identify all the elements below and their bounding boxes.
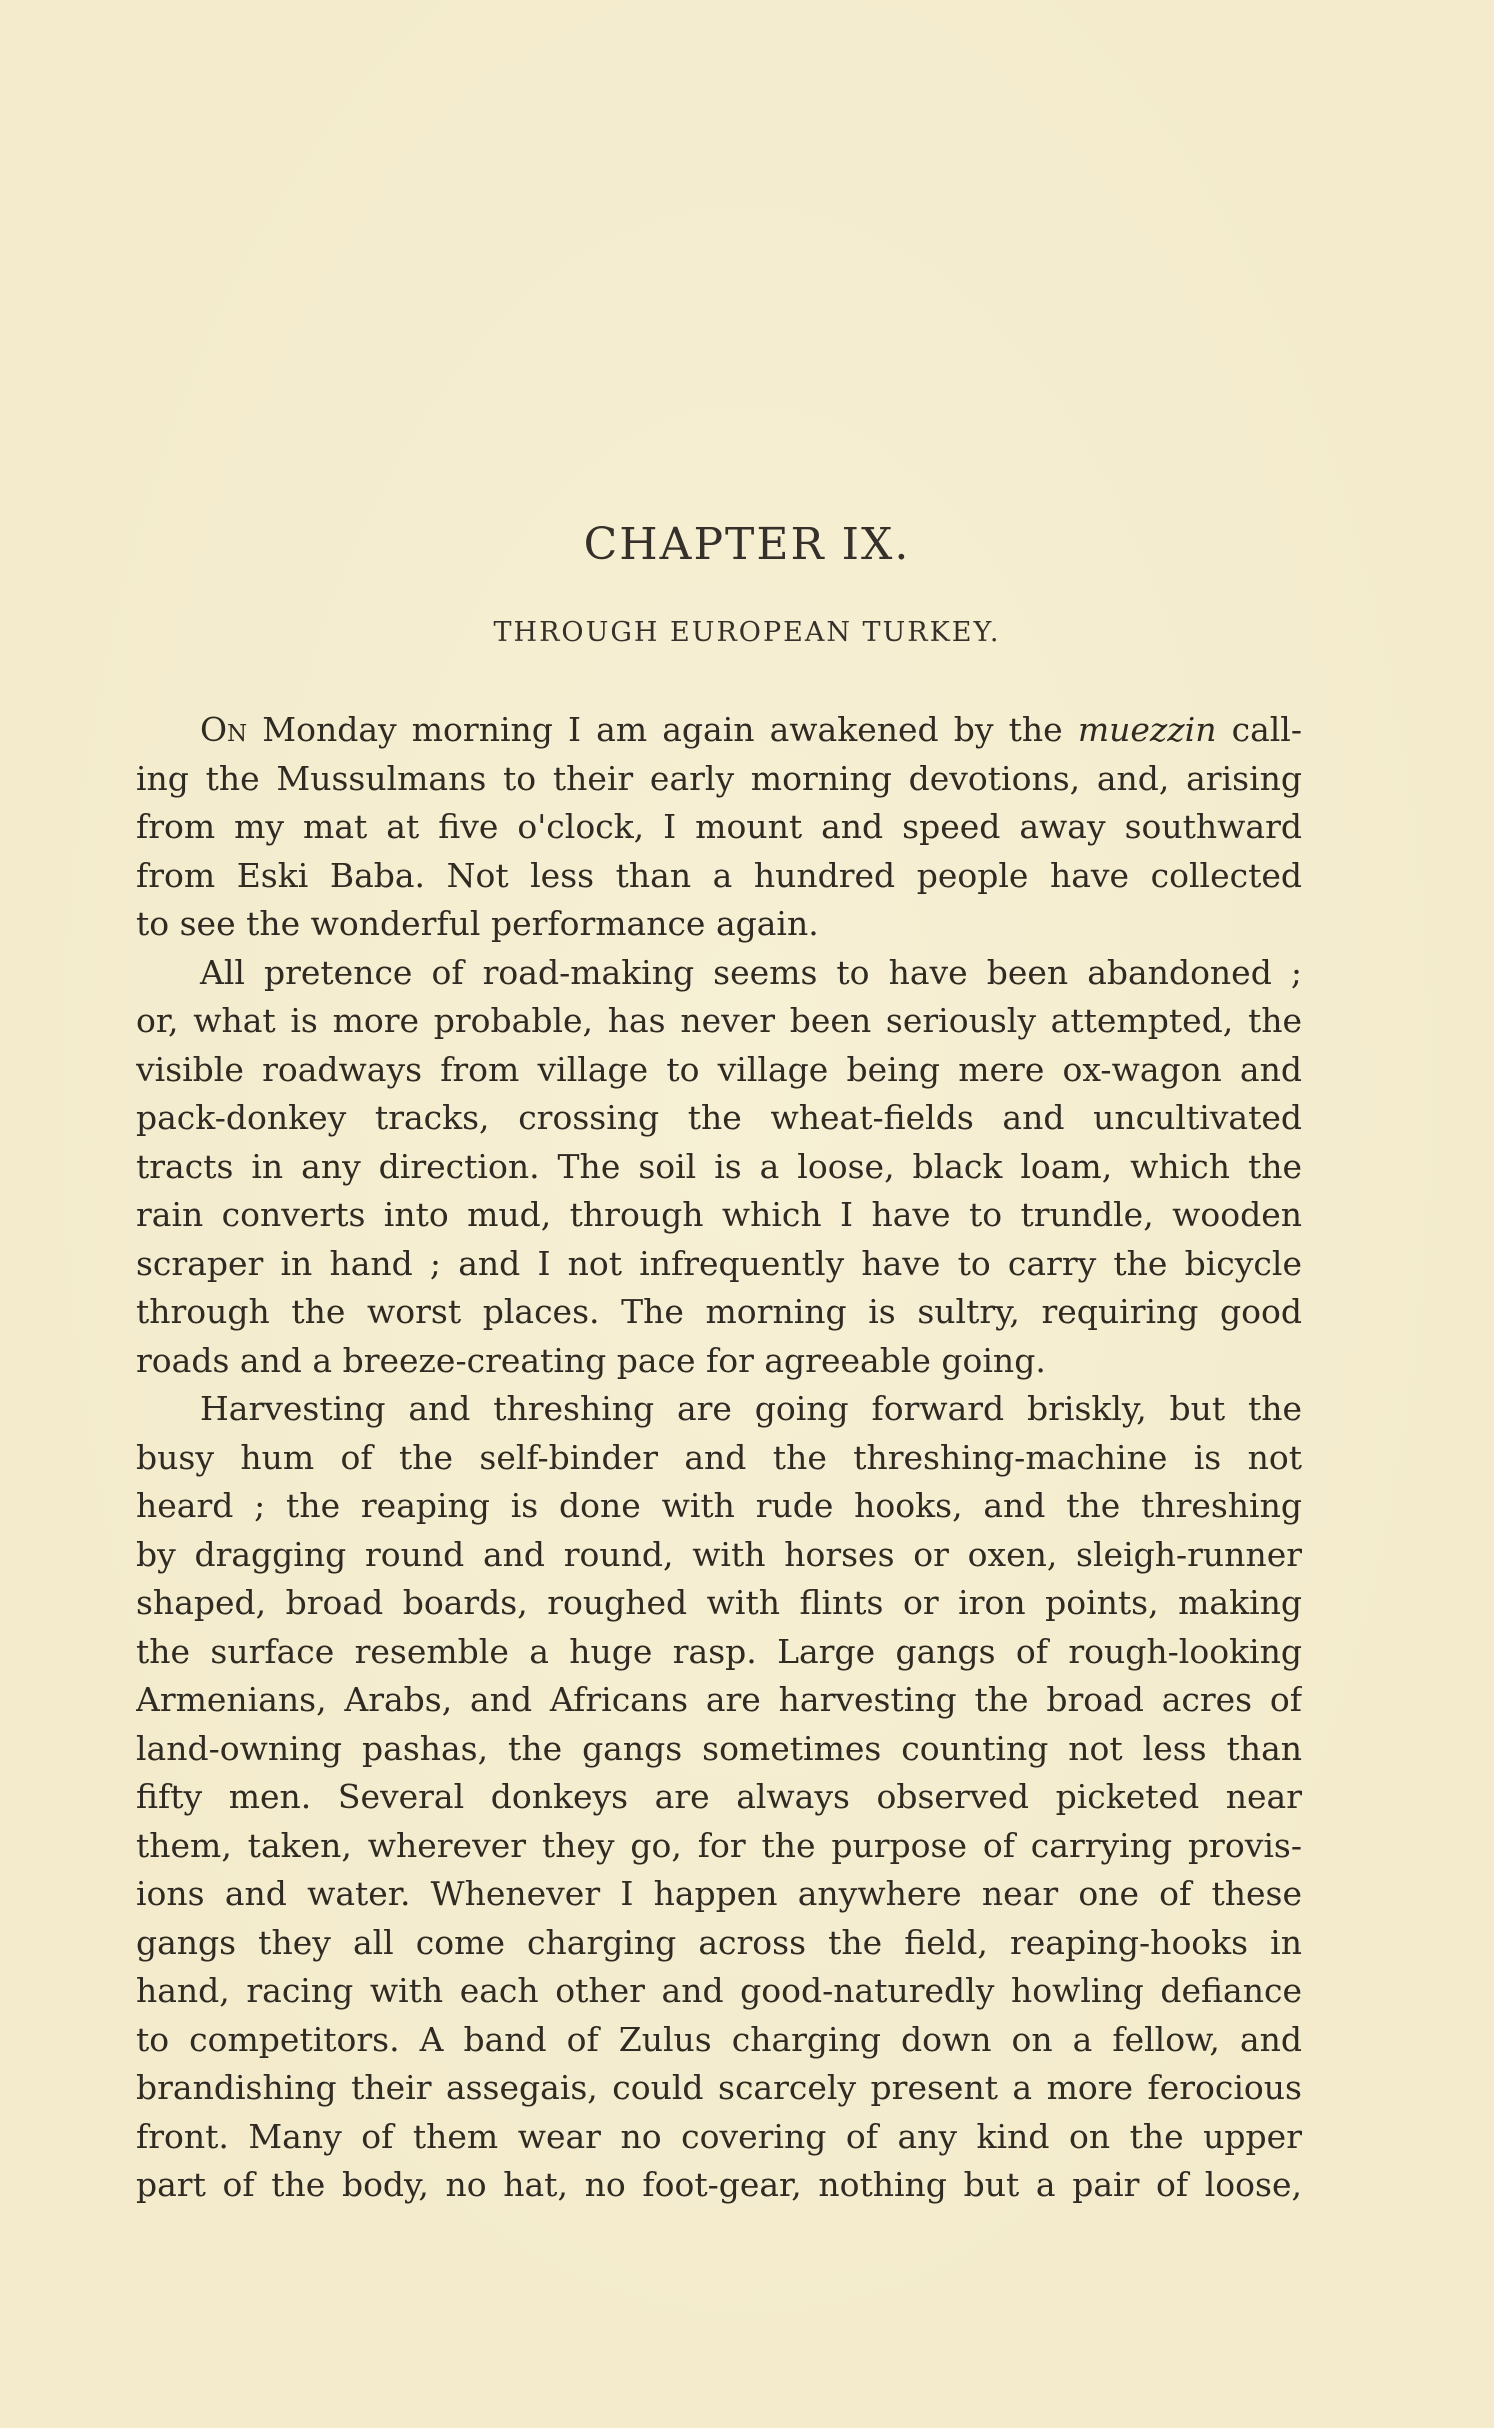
- text-line: tracts in any direction. The soil is a loose, black loam, which the: [136, 1146, 1302, 1186]
- text-line: scraper in hand ; and I not infrequently have to carry the bicycle: [136, 1243, 1302, 1283]
- text-run: call-: [1216, 710, 1302, 749]
- text-line: front. Many of them wear no covering of any kind on the upper: [136, 2116, 1302, 2156]
- text-line: Armenians, Arabs, and Africans are harvesting the broad acres of: [136, 1680, 1302, 1719]
- text-line: to competitors. A band of Zulus charging down on a fellow, and: [136, 2019, 1302, 2059]
- text-line: hand, racing with each other and good-naturedly howling defiance: [136, 1971, 1302, 2010]
- text-line: from my mat at five o'clock, I mount and speed away southward: [136, 807, 1302, 846]
- text-line: them, taken, wherever they go, for the purpose of carrying provis-: [136, 1825, 1302, 1865]
- text-line: visible roadways from village to village being mere ox-wagon and: [136, 1049, 1302, 1089]
- text-line: from Eski Baba. Not less than a hundred people have collected: [136, 855, 1302, 895]
- text-line: All pretence of road-making seems to have been abandoned ;: [200, 952, 1302, 992]
- text-line: Harvesting and threshing are going forward briskly, but the: [200, 1389, 1302, 1428]
- text-line: to see the wonderful performance again.: [136, 904, 819, 943]
- text-line: through the worst places. The morning is sultry, requiring good: [136, 1292, 1302, 1331]
- text-line: ions and water. Whenever I happen anywhere near one of these: [136, 1874, 1302, 1913]
- text-line: fifty men. Several donkeys are always observed picketed near: [136, 1777, 1302, 1816]
- text-line: roads and a breeze-creating pace for agreeable going.: [136, 1340, 1046, 1380]
- text-run: Monday morning I am again awakened by the: [247, 710, 1078, 749]
- body-text: [136, 706, 1302, 2210]
- text-line: brandishing their assegais, could scarcely present a more ferocious: [136, 2068, 1302, 2107]
- chapter-subtitle: THROUGH EUROPEAN TURKEY.: [493, 617, 1001, 648]
- text-line: gangs they all come charging across the field, reaping-hooks in: [136, 1922, 1302, 1962]
- text-line: heard ; the reaping is done with rude hooks, and the threshing: [136, 1486, 1302, 1525]
- chapter-title: CHAPTER IX.: [583, 519, 911, 570]
- text-line: part of the body, no hat, no foot-gear, nothing but a pair of loose,: [136, 2165, 1302, 2204]
- text-line: rain converts into mud, through which I have to trundle, wooden: [136, 1195, 1302, 1234]
- small-caps-word: On: [200, 710, 248, 749]
- text-line: ing the Mussulmans to their early morning devotions, and, arising: [136, 758, 1302, 798]
- text-line: by dragging round and round, with horses or oxen, sleigh-runner: [136, 1534, 1302, 1574]
- text-line: shaped, broad boards, roughed with flints or iron points, making: [136, 1583, 1302, 1622]
- italic-word: muezzin: [1077, 710, 1217, 749]
- text-line: the surface resemble a huge rasp. Large gangs of rough-looking: [136, 1631, 1302, 1671]
- text-line: [136, 706, 1302, 755]
- text-line: or, what is more probable, has never been seriously attempted, the: [136, 1001, 1302, 1040]
- text-line: land-owning pashas, the gangs sometimes counting not less than: [136, 1728, 1302, 1768]
- text-line: busy hum of the self-binder and the threshing-machine is not: [136, 1437, 1302, 1477]
- text-line: pack-donkey tracks, crossing the wheat-fields and uncultivated: [136, 1098, 1302, 1137]
